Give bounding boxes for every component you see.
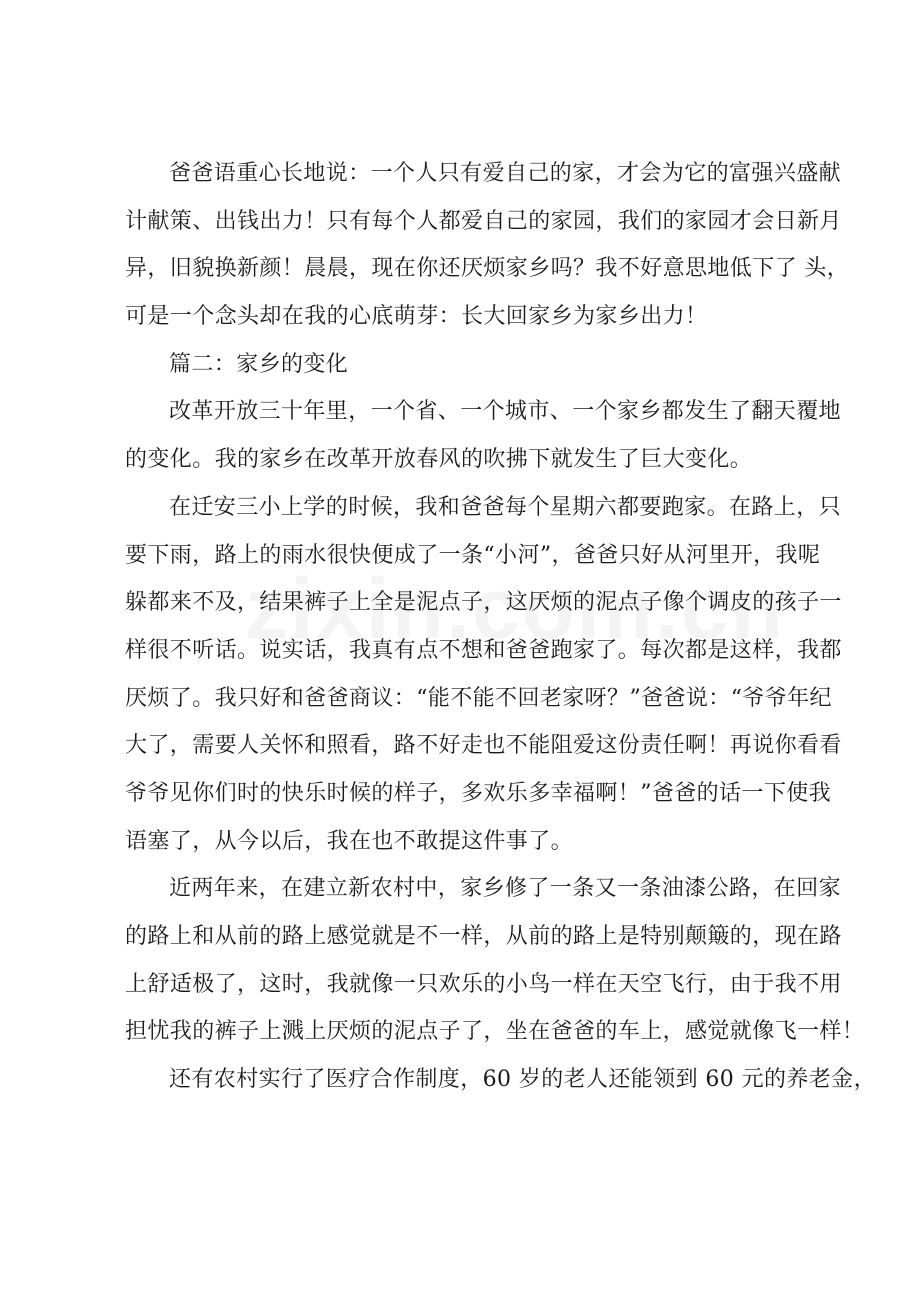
text-line: 厌烦了。我只好和爸爸商议：“能不能不回老家呀？”爸爸说：“爷爷年纪	[125, 685, 832, 711]
section-heading: 篇二：家乡的变化	[169, 351, 349, 377]
text-line: 计献策、出钱出力！只有每个人都爱自己的家园，我们的家园才会日新月	[125, 208, 842, 234]
text-line: 可是一个念头却在我的心底萌芽：长大回家乡为家乡出力！	[125, 304, 708, 330]
text-line: 爷爷见你们时的快乐时候的样子，多欢乐多幸福啊！”爸爸的话一下使我	[125, 780, 832, 806]
text-line: 样很不听话。说实话，我真有点不想和爸爸跑家了。每次都是这样，我都	[125, 637, 842, 663]
document-body	[125, 150, 876, 1104]
text-line: 大了，需要人关怀和照看，路不好走也不能阻爱这份责任啊！再说你看看	[125, 733, 842, 759]
text-line: 担忧我的裤子上溅上厌烦的泥点子了，坐在爸爸的车上，感觉就像飞一样！	[125, 1019, 865, 1045]
text-line: 的路上和从前的路上感觉就是不一样，从前的路上是特别颠簸的，现在路	[125, 924, 842, 949]
text-line: 语塞了，从今以后，我在也不敢提这件事了。	[125, 828, 574, 854]
text-line: 的变化。我的家乡在改革开放春风的吹拂下就发生了巨大变化。	[125, 447, 753, 473]
text-line: 上舒适极了，这时，我就像一只欢乐的小鸟一样在天空飞行，由于我不用	[125, 971, 842, 997]
text-line: 爸爸语重心长地说：一个人只有爱自己的家，才会为它的富强兴盛献	[169, 161, 842, 186]
text-line: 在迁安三小上学的时候，我和爸爸每个星期六都要跑家。在路上，只	[169, 494, 842, 520]
text-line: 异，旧貌换新颜！晨晨，现在你还厌烦家乡吗？我不好意思地低下了 头，	[125, 256, 850, 282]
text-line: 躲都来不及，结果裤子上全是泥点子，这厌烦的泥点子像个调皮的孩子一	[125, 590, 842, 616]
text-line: 改革开放三十年里，一个省、一个城市、一个家乡都发生了翻天覆地	[169, 399, 842, 425]
text-line: 近两年来，在建立新农村中，家乡修了一条又一条油漆公路，在回家	[169, 876, 842, 902]
text-line: 要下雨，路上的雨水很快便成了一条“小河”，爸爸只好从河里开，我呢	[125, 542, 821, 568]
text-line: 还有农村实行了医疗合作制度，60 岁的老人还能领到 60 元的养老金，	[169, 1067, 876, 1093]
